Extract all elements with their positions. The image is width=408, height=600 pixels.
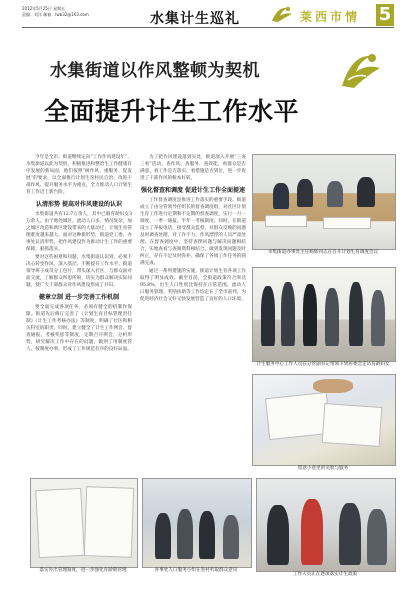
family-planning-logo-icon	[268, 4, 296, 24]
caption-photo-meeting: 水集街道办事处主任杨辉同志在召开计划生育调度会议	[267, 250, 379, 255]
section-subheading: 认清形势 提高对作风建设的认识	[35, 201, 123, 208]
issue-meta	[22, 6, 89, 18]
photo-service	[256, 478, 396, 572]
caption-photo-visit: 计生服务中心工作人员在分管副书记带领下到居委会走访育龄妇女	[256, 362, 390, 367]
page-number-badge: 5	[376, 4, 394, 26]
article-paragraph: 今年是全市、街道继续定向“工作作风建设年”，水集街道以此为契机，积极推进和整治生工作健康有序发展的新局面，他们按照“树作风、重服务、促发展”的要求，以全面推行计划生育村民自治、改进干部作风、提升服务水平为重点，全力推动人口计划生育工作迈上新台阶。	[26, 155, 132, 195]
article-paragraph: 工作督查调度是推进工作落实的重要手段。街道成立了由分管领导任组长的督查调度组，对社区计划生育工作进行定期和不定期的督查调度，实行一月一调度、一季一通报、半年一考核制度。同时，在街道设立了举报电话，接受群众监督，对群众反映的问题及时调查处理，对工作不力、作风漂浮的人员严肃处理。在督查调度中，坚持查摆问题与解决问题相结合，实地查看与查阅资料相结合，做到发现问题及时纠正，存在不足及时弥补，确保了各项工作任务的圆满完成。	[140, 198, 246, 266]
photo-records	[252, 374, 396, 466]
caption-photo-village: 办事处人口服务小组在进村听取群众意见	[154, 568, 238, 573]
issue-date: 2012年5月25日 星期五	[22, 6, 66, 11]
photo-meeting	[252, 154, 396, 250]
article-headline: 全面提升计生工作水平	[44, 97, 300, 126]
section-subheading: 强化督查和调度 促进计生工作全面提速	[140, 187, 246, 194]
section-title: 水集计生巡礼	[150, 11, 240, 27]
article-paragraph: 通过一系列措施的实施，街道计划生育各项工作取得了明显成效。截至目前，全街道政策符合率达95.8%，出生人口性别比保持在正常范围，流动人口服务管理、奖励扶助等工作均走在了全市前列，为促进经济社会又好又快发展营造了良好的人口环境。	[140, 269, 246, 302]
headline-banner	[22, 50, 394, 156]
photo-documents	[30, 478, 138, 568]
photo-village	[142, 478, 252, 568]
page-header	[0, 0, 408, 36]
article-paragraph: 要全面完成各项任务，必须有健全的机制作保障。街道先后修订完善了《计划生育目标管理责任制》《计生工作考核办法》等制度，明确了社区和相关科室的职责。同时，建立健全了计生工作例会、督查通报、考核奖惩等制度，定期召开例会，分析形势，研究解决工作中存在的问题，做到了用制度管人、按制度办事，形成了工作规范有序的良好局面。	[26, 305, 132, 352]
family-planning-emblem-icon	[336, 50, 384, 90]
photo-visit	[252, 267, 396, 362]
editor-contact: 责编：刘洋 邮箱：lwb32@163.com	[22, 12, 89, 17]
article-paragraph: 要对这些困难和问题，水集街道认识到，必须下决心转变作风、深入基层、不断提升工作水平。街道领导班子成员分工包片，带头深入社区，与群众面对面交流，了解群众所思所盼，切实为群众解决实际问题，使广大干部群众对作风建设形成了共识。	[26, 255, 132, 288]
caption-photo-documents: 落实外出管理制度，进一步强化育龄期管理	[39, 568, 127, 573]
article-kicker: 水集街道以作风整顿为契机	[50, 61, 260, 81]
article-column-1	[26, 154, 132, 474]
section-subheading: 健章立制 进一步完善工作机制	[38, 294, 120, 301]
caption-photo-service: 工作人员正在逐项落实计生政策	[292, 572, 358, 577]
article-column-2	[140, 154, 246, 474]
publication-name: 莱西市情	[300, 10, 361, 24]
header-rule	[22, 27, 394, 28]
article-paragraph: 为了把作风建设落到实处，街道深入开展“三查三看”活动，查作风、查服务、查效能，看群众是否满意、看工作是否落实、看措施是否到位，进一步促进了干部作风的根本好转。	[140, 155, 246, 181]
article-paragraph: 水集街道共有12.7万余人，其中已婚育龄妇女3万余人。由于地处城区，流动人口多、情况复杂，加之城区改造和新区建设带来的大量动迁，计划生育管理难度越来越大。面对这种新形势，街道党工委、办事处认清形势，把作风建设作为推动计生工作的重要保障，狠抓落实。	[26, 212, 132, 252]
caption-photo-records: 留意小巷里的笑脸与服务	[297, 466, 349, 471]
